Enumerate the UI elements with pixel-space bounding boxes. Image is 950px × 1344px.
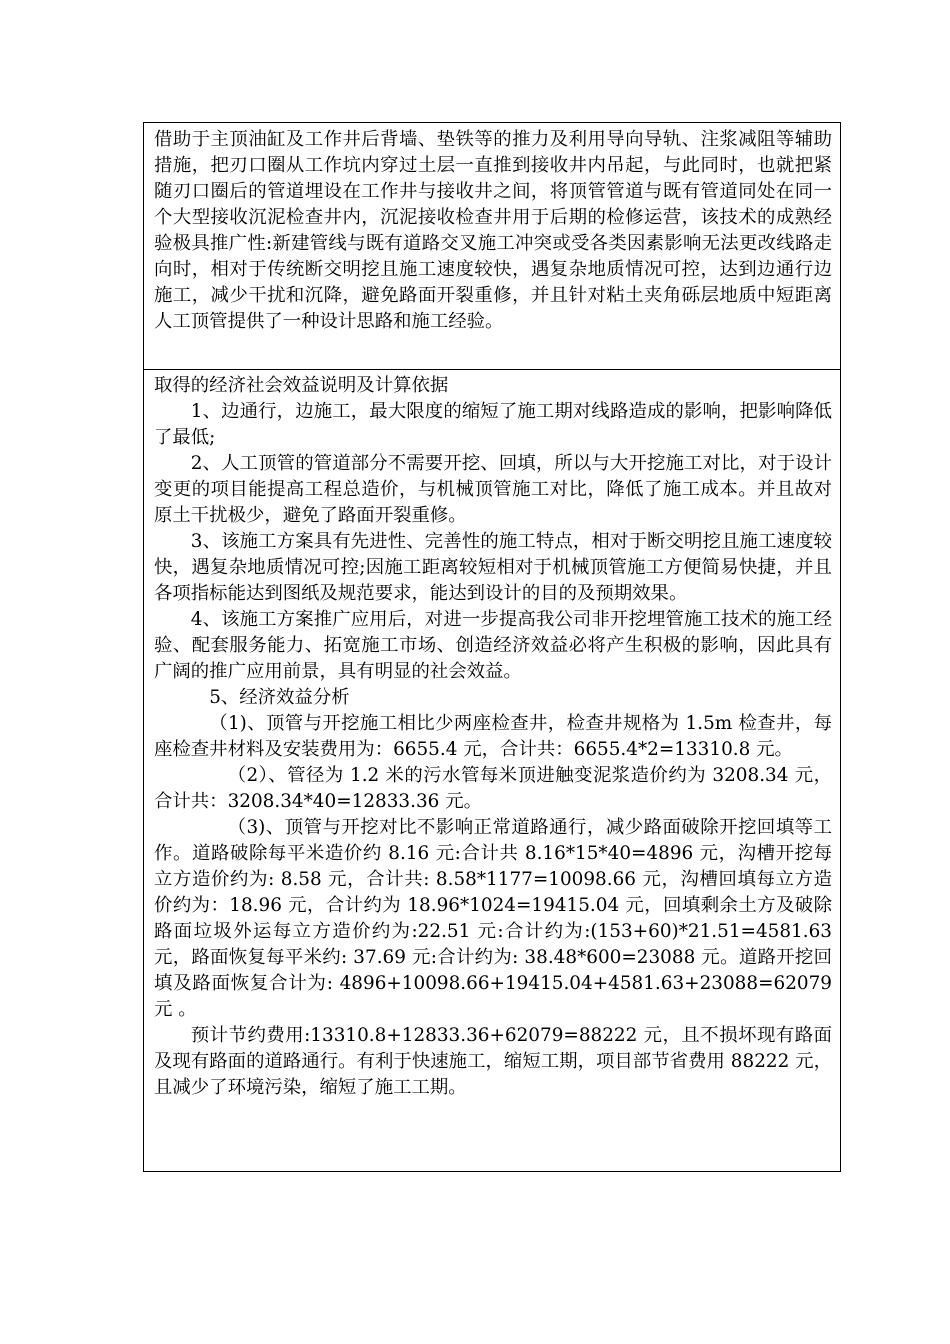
economic-analysis-heading: 5、经济效益分析 bbox=[209, 687, 350, 708]
benefit-paragraph-3: 3、该施工方案具有先进性、完善性的施工特点，相对于断交明挖且施工速度较快，遇复杂地质情况可控;因施工距离较短相对于机械顶管施工方便简易快捷，并且各项指标能达到图纸及规范要求，能达到设计的目的及预期效果。 bbox=[154, 531, 832, 604]
benefit-paragraph-2: 2、人工顶管的管道部分不需要开挖、回填，所以与大开挖施工对比，对于设计变更的项目能提高工程总造价，与机械顶管施工对比，降低了施工成本。并且故对原土干扰极少，避免了路面开裂重修。 bbox=[154, 453, 832, 526]
benefit-paragraph-1: 1、边通行，边施工，最大限度的缩短了施工期对线路造成的影响，把影响降低了最低; bbox=[154, 401, 832, 448]
content-table bbox=[143, 122, 841, 1172]
technical-description-cell bbox=[154, 127, 832, 335]
analysis-item-1: （1)、顶管与开挖施工相比少两座检查井，检查井规格为 1.5m 检查井，每座检查井材料及安装费用为：6655.4 元，合计共：6655.4*2=13310.8 元。 bbox=[154, 713, 832, 760]
section-heading: 取得的经济社会效益说明及计算依据 bbox=[154, 375, 449, 396]
estimated-savings-paragraph: 预计节约费用:13310.8+12833.36+62079=88222 元，且不损坏现有路面及现有路面的道路通行。有利于快速施工，缩短工期，项目部节省费用 88222 元，且减少了环境污染，缩短了施工工期。 bbox=[154, 1025, 832, 1098]
analysis-item-2: （2）、管径为 1.2 米的污水管每米顶进触变泥浆造价约为 3208.34 元，合计共：3208.34*40=12833.36 元。 bbox=[154, 765, 832, 812]
analysis-item-3: （3)、顶管与开挖对比不影响正常道路通行，减少路面破除开挖回填等工作。道路破除每平米造价约 8.16 元:合计共 8.16*15*40=4896 元，沟槽开挖每立方造价约为: 8.58 元，合计共: 8.58*1177=10098.66 元，沟槽回填每立方造价约为：18.96 元，合计约为 18.96*1024=19415.04 元，回填剩余土方及破除路面垃圾外运每立方造价约为:22.51 元:合计约为:(153+60)*21.51=4581.63 元，路面恢复每平米约: 37.69 元:合计约为: 38.48*600=23088 元。道路开挖回填及路面恢复合计为: 4896+10098.66+19415.04+4581.63+23088=62079 元 。 bbox=[154, 817, 832, 1020]
economic-benefit-cell bbox=[154, 373, 832, 1101]
benefit-paragraph-4: 4、该施工方案推广应用后，对进一步提高我公司非开挖埋管施工技术的施工经验、配套服务能力、拓宽施工市场、创造经济效益必将产生积极的影响，因此具有广阔的推广应用前景，具有明显的社会效益。 bbox=[154, 609, 832, 682]
row-divider bbox=[144, 369, 840, 370]
technical-description-text: 借助于主顶油缸及工作井后背墙、垫铁等的推力及利用导向导轨、注浆减阻等辅助措施，把刃口圈从工作坑内穿过土层一直推到接收井内吊起，与此同时，也就把紧随刃口圈后的管道埋设在工作井与接收井之间，将顶管管道与既有管道同处在同一个大型接收沉泥检查井内，沉泥接收检查井用于后期的检修运营，该技术的成熟经验极具推广性:新建管线与既有道路交叉施工冲突或受各类因素影响无法更改线路走向时，相对于传统断交明挖且施工速度较快，遇复杂地质情况可控，达到边通行边施工，减少干扰和沉降，避免路面开裂重修，并且针对粘土夹角砾层地质中短距离人工顶管提供了一种设计思路和施工经验。 bbox=[154, 129, 832, 332]
